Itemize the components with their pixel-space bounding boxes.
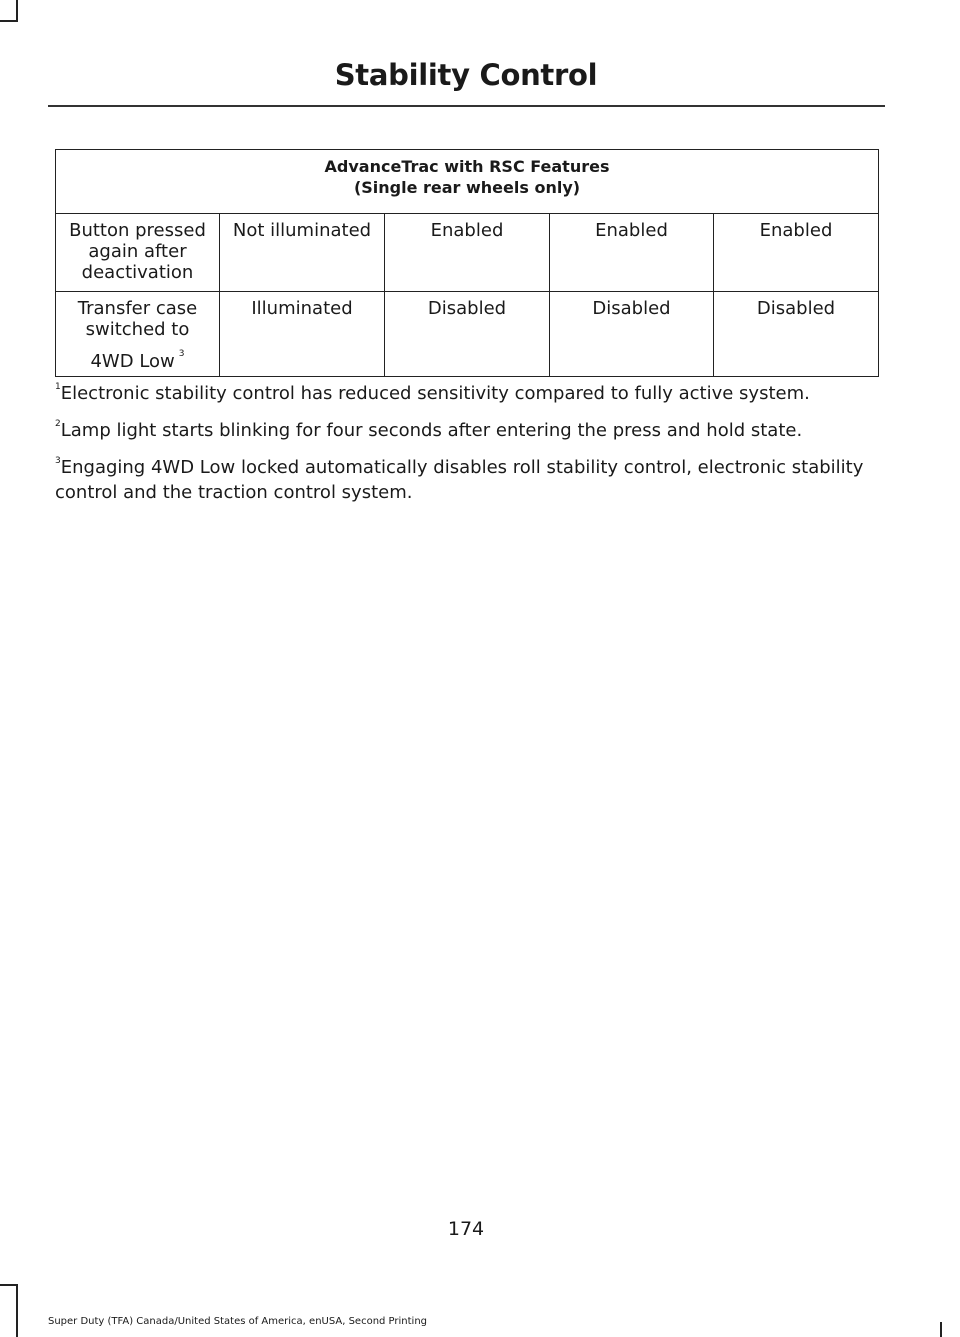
rsc-features-table xyxy=(55,149,879,377)
table-row xyxy=(56,214,879,292)
table-cell xyxy=(714,292,879,377)
table-cell xyxy=(714,214,879,292)
table-caption xyxy=(56,150,879,214)
crop-mark-bottom-right-v xyxy=(940,1322,942,1337)
table-cell xyxy=(56,214,220,292)
table-title: AdvanceTrac with RSC Features xyxy=(324,157,610,176)
crop-mark-bottom-left-h xyxy=(0,1284,18,1286)
table-subtitle: (Single rear wheels only) xyxy=(353,178,581,197)
footnote-number: 3 xyxy=(55,456,61,466)
status-value: Enabled xyxy=(430,220,504,241)
status-value: Disabled xyxy=(756,298,836,319)
status-value: Enabled xyxy=(759,220,833,241)
footnote-text: Lamp light starts blinking for four seconds after entering the press and hold state. xyxy=(60,420,803,441)
table-cell xyxy=(550,214,714,292)
footnote-ref: 3 xyxy=(178,349,185,359)
row-condition xyxy=(56,292,219,372)
table-cell xyxy=(220,214,385,292)
crop-mark-top-left-h xyxy=(0,20,18,22)
footnote-text: Engaging 4WD Low locked automatically disables roll stability control, electronic stability control and the traction control system. xyxy=(55,457,864,503)
table-header-row xyxy=(56,150,879,214)
table-cell xyxy=(385,214,550,292)
footnote-number: 2 xyxy=(55,419,61,429)
row-condition-text: Transfer case switched to xyxy=(77,298,198,340)
lamp-status: Not illuminated xyxy=(232,220,372,241)
crop-mark-top-left-v xyxy=(16,0,18,22)
page-number: 174 xyxy=(447,1218,485,1240)
page-title: Stability Control xyxy=(334,58,598,92)
table-row xyxy=(56,292,879,377)
row-condition-mode xyxy=(60,348,215,372)
mode-text: 4WD Low xyxy=(90,351,175,372)
status-value: Enabled xyxy=(595,220,668,241)
print-footer: Super Duty (TFA) Canada/United States of America, enUSA, Second Printing xyxy=(48,1316,428,1327)
table-cell xyxy=(550,292,714,377)
footnote xyxy=(55,415,885,443)
crop-mark-bottom-left-v xyxy=(16,1286,18,1337)
title-divider xyxy=(48,105,885,107)
footnotes xyxy=(55,378,885,514)
status-value: Disabled xyxy=(592,298,671,319)
footnote xyxy=(55,378,885,406)
footnote xyxy=(55,452,885,505)
lamp-status: Illuminated xyxy=(251,298,353,319)
footnote-text: Electronic stability control has reduced sensitivity compared to fully active system. xyxy=(60,383,810,404)
table-cell xyxy=(56,292,220,377)
table-cell xyxy=(220,292,385,377)
footnote-number: 1 xyxy=(55,382,61,392)
status-value: Disabled xyxy=(427,298,507,319)
row-condition: Button pressed again after deactivation xyxy=(69,220,206,283)
table-cell xyxy=(385,292,550,377)
